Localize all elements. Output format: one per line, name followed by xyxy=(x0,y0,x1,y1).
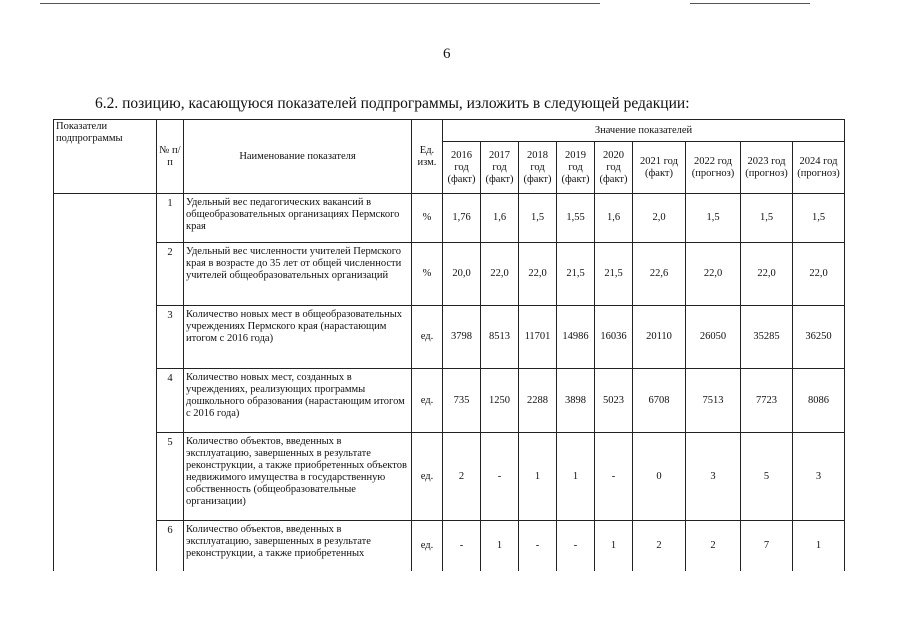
value-cell: 7723 xyxy=(741,369,793,433)
value-cell: 0 xyxy=(633,433,686,521)
table-row xyxy=(54,306,845,369)
value-cell: 11701 xyxy=(519,306,557,369)
value-cell: 1,6 xyxy=(595,194,633,243)
value-cell: 20,0 xyxy=(443,243,481,306)
value-cell: 1,5 xyxy=(741,194,793,243)
value-cell: 1,5 xyxy=(793,194,845,243)
header-year: 2018 год (факт) xyxy=(519,142,557,194)
value-cell: 22,0 xyxy=(481,243,519,306)
value-cell: 3898 xyxy=(557,369,595,433)
header-year: 2024 год (прогноз) xyxy=(793,142,845,194)
indicator-name: Удельный вес педагогических вакансий в общеобразовательных организациях Пермского края xyxy=(184,194,412,243)
scan-edge-line xyxy=(40,3,600,4)
value-cell: 8513 xyxy=(481,306,519,369)
value-cell: 1 xyxy=(481,521,519,571)
page-number: 6 xyxy=(443,46,451,62)
header-subprogram: Показатели подпрограммы xyxy=(54,120,157,194)
section-heading: 6.2. позицию, касающуюся показателей подпрограммы, изложить в следующей редакции: xyxy=(95,95,690,112)
value-cell: 7513 xyxy=(686,369,741,433)
value-cell: 1 xyxy=(557,433,595,521)
value-cell: 1,6 xyxy=(481,194,519,243)
value-cell: 1,5 xyxy=(519,194,557,243)
value-cell: 2,0 xyxy=(633,194,686,243)
value-cell: 735 xyxy=(443,369,481,433)
value-cell: 6708 xyxy=(633,369,686,433)
value-cell: 22,0 xyxy=(686,243,741,306)
value-cell: 1 xyxy=(595,521,633,571)
indicator-name: Удельный вес численности учителей Пермского края в возрасте до 35 лет от общей численности учителей общеобразовательных организаций xyxy=(184,243,412,306)
header-year: 2019 год (факт) xyxy=(557,142,595,194)
header-year: 2020 год (факт) xyxy=(595,142,633,194)
row-number: 6 xyxy=(157,521,184,571)
value-cell: 5 xyxy=(741,433,793,521)
value-cell: 1,55 xyxy=(557,194,595,243)
value-cell: 1 xyxy=(519,433,557,521)
value-cell: - xyxy=(595,433,633,521)
header-unit: Ед. изм. xyxy=(412,120,443,194)
value-cell: 3 xyxy=(793,433,845,521)
value-cell: 22,0 xyxy=(793,243,845,306)
table-row xyxy=(54,194,845,243)
scan-edge-line xyxy=(690,3,810,4)
header-values-group: Значение показателей xyxy=(443,120,845,142)
value-cell: - xyxy=(443,521,481,571)
value-cell: - xyxy=(557,521,595,571)
value-cell: 22,0 xyxy=(741,243,793,306)
value-cell: 14986 xyxy=(557,306,595,369)
value-cell: 1250 xyxy=(481,369,519,433)
value-cell: 3 xyxy=(686,433,741,521)
value-cell: 5023 xyxy=(595,369,633,433)
header-num: № п/п xyxy=(157,120,184,194)
row-number: 4 xyxy=(157,369,184,433)
unit-cell: ед. xyxy=(412,306,443,369)
subprogram-cell xyxy=(54,194,157,571)
indicator-name: Количество новых мест в общеобразовательных учреждениях Пермского края (нарастающим итогом с 2016 года) xyxy=(184,306,412,369)
value-cell: 36250 xyxy=(793,306,845,369)
row-number: 2 xyxy=(157,243,184,306)
header-name: Наименование показателя xyxy=(184,120,412,194)
table-row xyxy=(54,369,845,433)
value-cell: 2 xyxy=(686,521,741,571)
indicator-name: Количество новых мест, созданных в учреждениях, реализующих программы дошкольного образования (нарастающим итогом с 2016 года) xyxy=(184,369,412,433)
value-cell: - xyxy=(481,433,519,521)
unit-cell: ед. xyxy=(412,521,443,571)
indicator-name: Количество объектов, введенных в эксплуатацию, завершенных в результате реконструкции, а также приобретенных xyxy=(184,521,412,571)
unit-cell: ед. xyxy=(412,369,443,433)
value-cell: 1 xyxy=(793,521,845,571)
row-number: 5 xyxy=(157,433,184,521)
header-year: 2016 год (факт) xyxy=(443,142,481,194)
value-cell: 7 xyxy=(741,521,793,571)
value-cell: 20110 xyxy=(633,306,686,369)
header-year: 2021 год (факт) xyxy=(633,142,686,194)
value-cell: 2 xyxy=(633,521,686,571)
unit-cell: ед. xyxy=(412,433,443,521)
value-cell: 22,6 xyxy=(633,243,686,306)
value-cell: 2 xyxy=(443,433,481,521)
unit-cell: % xyxy=(412,194,443,243)
indicators-table xyxy=(53,119,845,571)
value-cell: 26050 xyxy=(686,306,741,369)
row-number: 1 xyxy=(157,194,184,243)
value-cell: 3798 xyxy=(443,306,481,369)
value-cell: - xyxy=(519,521,557,571)
value-cell: 16036 xyxy=(595,306,633,369)
table-row xyxy=(54,433,845,521)
value-cell: 2288 xyxy=(519,369,557,433)
value-cell: 21,5 xyxy=(557,243,595,306)
value-cell: 35285 xyxy=(741,306,793,369)
header-year: 2022 год (прогноз) xyxy=(686,142,741,194)
header-year: 2017 год (факт) xyxy=(481,142,519,194)
value-cell: 21,5 xyxy=(595,243,633,306)
value-cell: 22,0 xyxy=(519,243,557,306)
value-cell: 1,76 xyxy=(443,194,481,243)
header-year: 2023 год (прогноз) xyxy=(741,142,793,194)
row-number: 3 xyxy=(157,306,184,369)
table-row xyxy=(54,243,845,306)
value-cell: 8086 xyxy=(793,369,845,433)
indicator-name: Количество объектов, введенных в эксплуатацию, завершенных в результате реконструкции, а также приобретенных объектов недвижимого имущества в государственную собственность (общеобразовательные организации) xyxy=(184,433,412,521)
value-cell: 1,5 xyxy=(686,194,741,243)
table-row xyxy=(54,521,845,571)
unit-cell: % xyxy=(412,243,443,306)
